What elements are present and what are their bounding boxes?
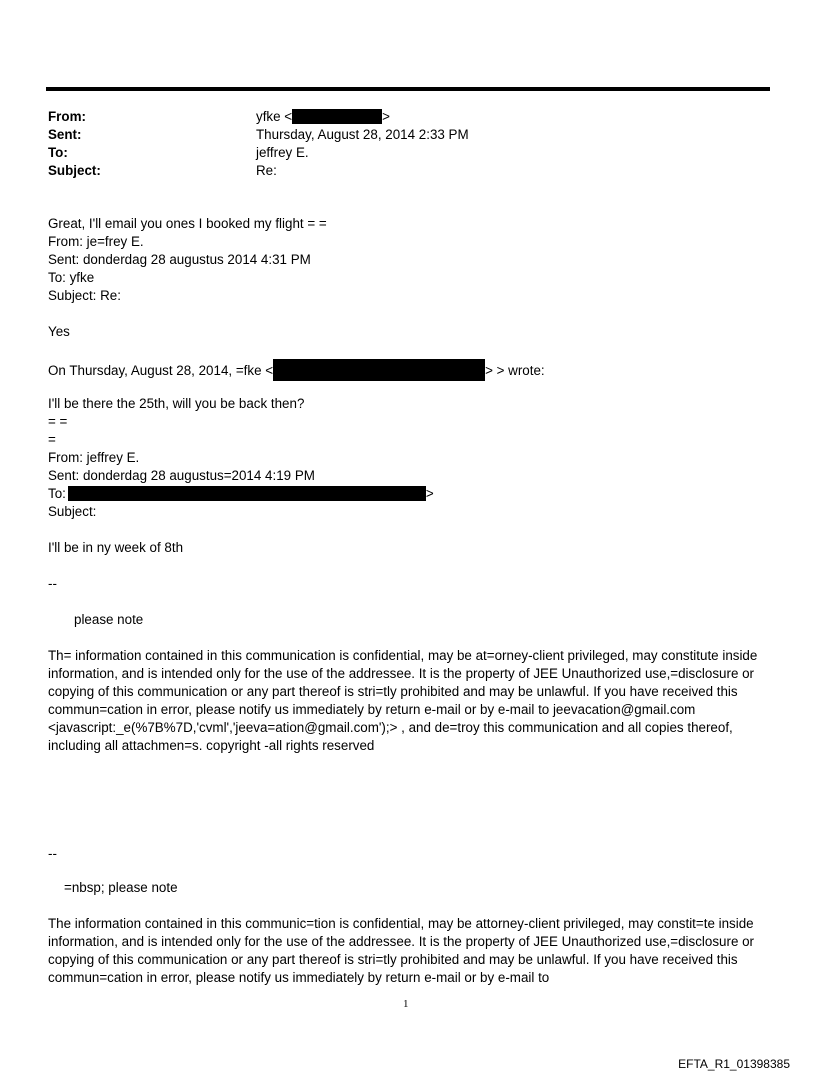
email-header <box>48 108 748 180</box>
body-line: Yes <box>48 324 70 339</box>
body-line: Sent: donderdag 28 augustus 2014 4:31 PM <box>48 252 311 267</box>
body-line: On Thursday, August 28, 2014, =fke < > > wrote: <box>48 359 545 381</box>
redaction-box <box>292 109 382 124</box>
body-line: -- <box>48 576 57 591</box>
redaction-box <box>68 486 426 501</box>
body-line: I'll be in ny week of 8th <box>48 540 184 555</box>
subject-label: Subject: <box>48 163 101 178</box>
body-line: To: yfke <box>48 270 95 285</box>
subject-value: Re: <box>256 163 277 178</box>
sent-value: Thursday, August 28, 2014 2:33 PM <box>256 127 469 142</box>
body-line: =nbsp; please note <box>64 880 178 895</box>
body-line: please note <box>74 612 144 627</box>
page-number: 1 <box>403 998 409 1010</box>
body-line: -- <box>48 846 57 861</box>
from-row <box>48 108 748 126</box>
body-line: I'll be there the 25th, will you be back then? <box>48 396 305 411</box>
from-label: From: <box>48 109 86 124</box>
document-id: EFTA_R1_01398385 <box>678 1057 790 1071</box>
header-rule <box>46 87 770 91</box>
body-line: = = <box>48 414 68 429</box>
body-line: Subject: <box>48 504 97 519</box>
disclaimer-paragraph: The information contained in this communic=tion is confidential, may be attorney-client privileged, may constit=te inside information, and is intended only for the use of the addressee. It is the property of JEE Unauthorized use,=disclosure or copying of this communication or any part thereof is stri=tly prohibited and may be unlawful. If you have received this commun=cation in error, please notify us immediately by return e-mail or by e-mail to <box>48 916 755 985</box>
to-row <box>48 144 748 162</box>
body-line: To: > <box>48 486 434 501</box>
sent-label: Sent: <box>48 127 82 142</box>
subject-row <box>48 162 748 180</box>
body-line: From: je=frey E. <box>48 234 144 249</box>
body-line: From: jeffrey E. <box>48 450 140 465</box>
to-label: To: <box>48 145 68 160</box>
body-line: Subject: Re: <box>48 288 121 303</box>
redaction-box <box>273 359 485 381</box>
body-line: Great, I'll email you ones I booked my flight = = <box>48 216 327 231</box>
sent-row <box>48 126 748 144</box>
body-line: = <box>48 432 56 447</box>
from-value: yfke < > <box>256 109 390 124</box>
disclaimer-paragraph: Th= information contained in this communication is confidential, may be at=orney-client privileged, may constitute inside information, and is intended only for the use of the addressee. It is the property of JEE Unauthorized use,=disclosure or copying of this communication or any part thereof is stri=tly prohibited and may be unlawful. If you have received this commun=cation in error, please notify us immediately by return e-mail or by e-mail to jeevacation@gmail.com <javascript:_e(%7B%7D,'cvml','jeeva=ation@gmail.com');> , and de=troy this communication and all copies thereof, including all attachmen=s. copyright -all rights reserved <box>48 648 758 753</box>
body-line: Sent: donderdag 28 augustus=2014 4:19 PM <box>48 468 315 483</box>
to-value: jeffrey E. <box>256 145 309 160</box>
